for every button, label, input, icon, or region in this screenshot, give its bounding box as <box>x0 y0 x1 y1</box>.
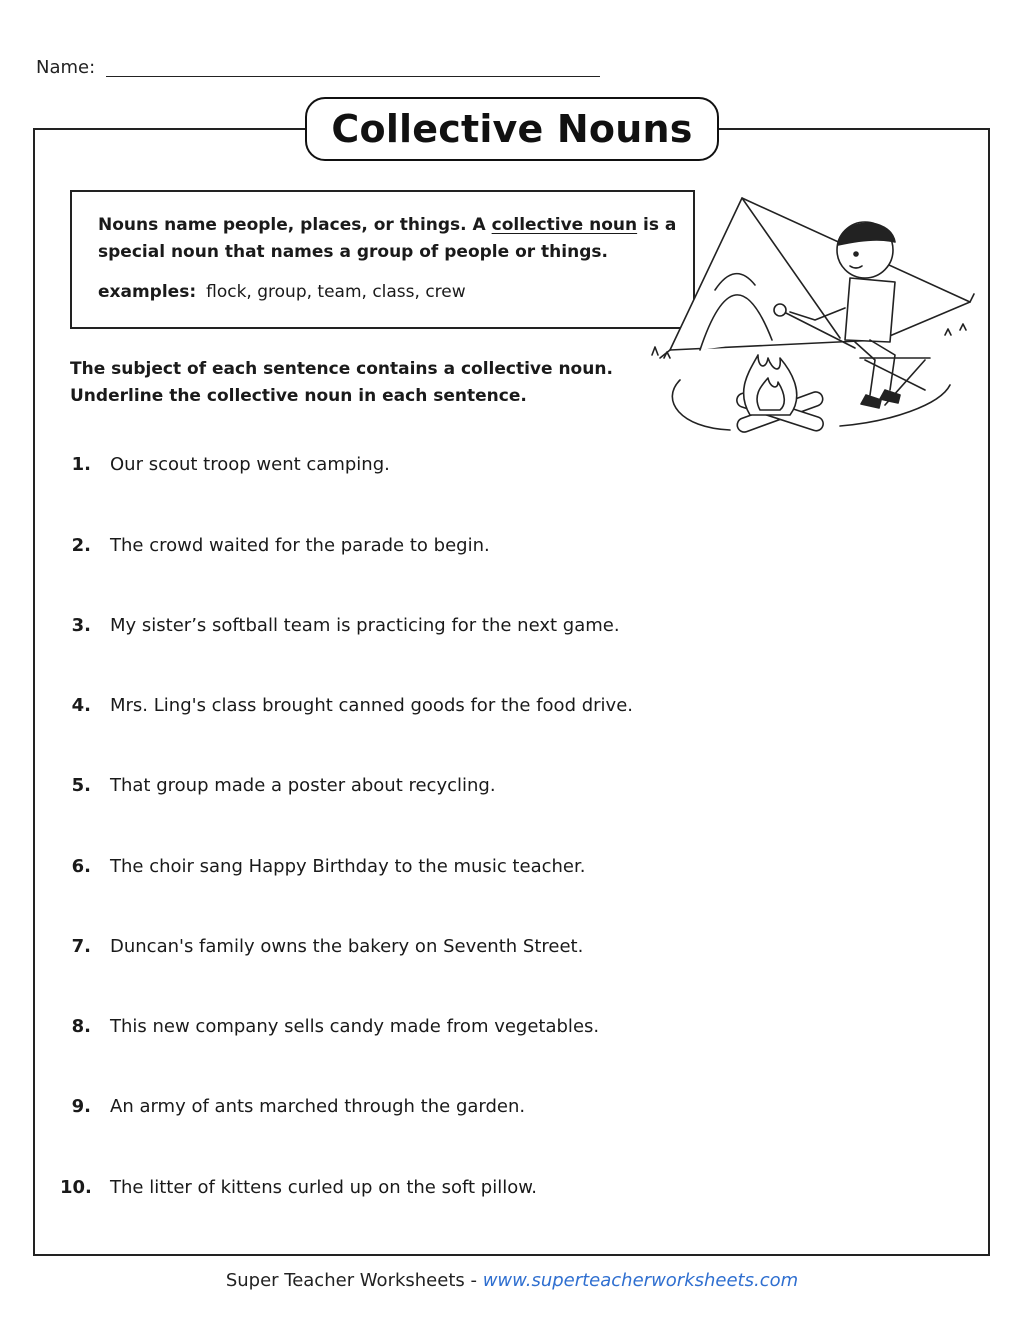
footer <box>0 1270 1024 1291</box>
question-sentence[interactable]: The choir sang Happy Birthday to the music teacher. <box>110 855 586 877</box>
definition-term: collective noun <box>491 215 638 235</box>
name-label: Name: <box>36 57 96 78</box>
question-sentence[interactable]: Mrs. Ling's class brought canned goods for the food drive. <box>110 694 633 716</box>
instructions-line-2: Underline the collective noun in each sentence. <box>70 386 527 406</box>
question-sentence[interactable]: An army of ants marched through the garden. <box>110 1095 526 1117</box>
name-blank-line[interactable] <box>106 76 600 77</box>
definition-text-after: is a special noun that names a group of people or things. <box>98 215 677 262</box>
question-sentence[interactable]: My sister’s softball team is practicing for the next game. <box>110 614 620 636</box>
question-7[interactable] <box>60 932 583 960</box>
question-5[interactable] <box>60 771 496 799</box>
question-2[interactable] <box>60 531 490 559</box>
question-number: 1. <box>71 453 91 475</box>
question-sentence[interactable]: That group made a poster about recycling. <box>110 774 496 796</box>
question-number: 3. <box>71 614 91 636</box>
question-number: 9. <box>71 1095 91 1117</box>
question-6[interactable] <box>60 852 585 880</box>
instructions-line-1: The subject of each sentence contains a collective noun. <box>70 359 613 379</box>
page-title: Collective Nouns <box>331 107 693 151</box>
definition-box <box>70 190 695 329</box>
question-sentence[interactable]: The litter of kittens curled up on the soft pillow. <box>110 1176 538 1198</box>
question-sentence[interactable]: Our scout troop went camping. <box>110 453 390 475</box>
question-sentence[interactable]: This new company sells candy made from vegetables. <box>110 1015 600 1037</box>
question-number: 7. <box>71 935 91 957</box>
footer-brand: Super Teacher Worksheets - <box>225 1270 483 1291</box>
question-sentence[interactable]: Duncan's family owns the bakery on Seventh Street. <box>110 935 584 957</box>
question-number: 2. <box>71 534 91 556</box>
question-number: 5. <box>71 774 91 796</box>
question-9[interactable] <box>60 1092 525 1120</box>
examples-list: flock, group, team, class, crew <box>206 282 466 302</box>
question-4[interactable] <box>60 691 633 719</box>
definition-text <box>98 212 688 266</box>
definition-text-before: Nouns name people, places, or things. A <box>98 215 492 235</box>
question-number: 6. <box>71 855 91 877</box>
camping-scout-icon <box>640 190 980 450</box>
instructions <box>70 356 650 410</box>
question-sentence[interactable]: The crowd waited for the parade to begin. <box>110 534 490 556</box>
question-number: 10. <box>60 1176 92 1198</box>
question-number: 4. <box>71 694 91 716</box>
examples-line <box>98 282 466 302</box>
question-10[interactable] <box>60 1173 537 1201</box>
footer-url-link[interactable]: www.superteacherworksheets.com <box>482 1270 799 1291</box>
question-3[interactable] <box>60 611 620 639</box>
question-number: 8. <box>71 1015 91 1037</box>
examples-label: examples: <box>98 282 197 302</box>
title-banner <box>305 97 719 161</box>
question-8[interactable] <box>60 1012 599 1040</box>
question-1[interactable] <box>60 450 390 478</box>
